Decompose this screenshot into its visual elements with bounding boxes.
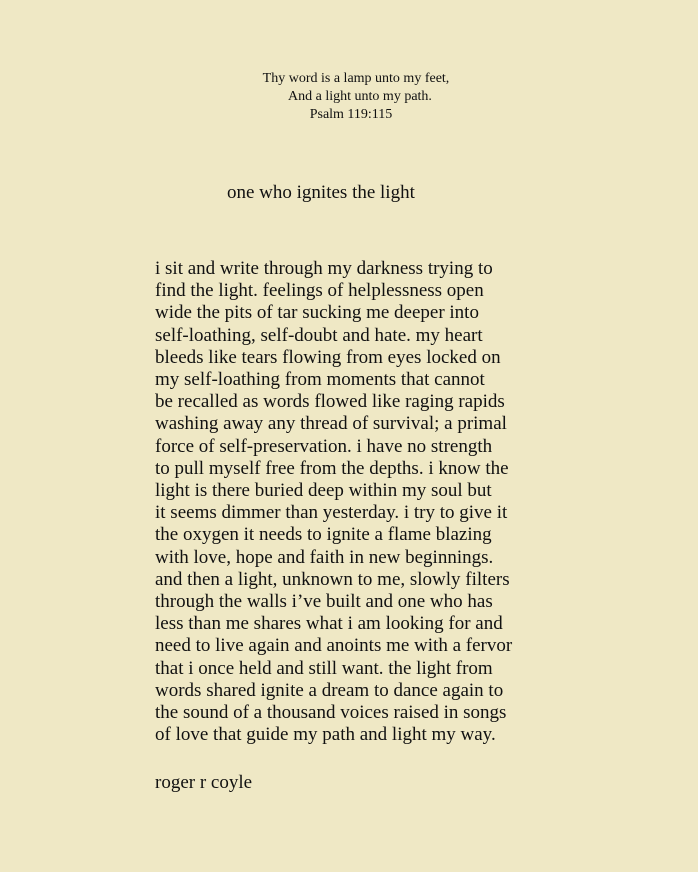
- poem-line: with love, hope and faith in new beginnings.: [155, 546, 494, 568]
- poem-title: one who ignites the light: [227, 182, 415, 203]
- poem-line: find the light. feelings of helplessness open: [155, 280, 484, 302]
- epigraph-line-1: Thy word is a lamp unto my feet,: [262, 71, 450, 86]
- poem-line: it seems dimmer than yesterday. i try to give it: [155, 502, 508, 524]
- poem-body: [155, 258, 555, 746]
- poem-line: light is there buried deep within my soul but: [155, 480, 492, 502]
- poem-line: the sound of a thousand voices raised in songs: [155, 702, 507, 724]
- epigraph-citation: Psalm 119:115: [309, 107, 393, 122]
- poem-line: through the walls i’ve built and one who has: [155, 591, 493, 613]
- poem-line: to pull myself free from the depths. i know the: [155, 457, 509, 479]
- poem-line: that i once held and still want. the light from: [155, 657, 493, 679]
- poem-line: i sit and write through my darkness trying to: [155, 258, 493, 279]
- poem-line: wide the pits of tar sucking me deeper into: [155, 302, 479, 324]
- author-signature: roger r coyle: [155, 772, 253, 793]
- poem-line: of love that guide my path and light my way.: [155, 724, 496, 746]
- poem-line: bleeds like tears flowing from eyes locked on: [155, 346, 501, 368]
- poem-line: and then a light, unknown to me, slowly filters: [155, 568, 510, 590]
- poem-line: need to live again and anoints me with a fervor: [155, 635, 513, 657]
- poem-line: force of self-preservation. i have no strength: [155, 435, 493, 457]
- poem-line: my self-loathing from moments that cannot: [155, 369, 485, 391]
- epigraph-line-2: And a light unto my path.: [288, 89, 432, 104]
- poem-line: self-loathing, self-doubt and hate. my heart: [155, 324, 483, 346]
- poem-line: washing away any thread of survival; a primal: [155, 413, 507, 435]
- epigraph: [0, 70, 698, 124]
- poem-line: words shared ignite a dream to dance again to: [155, 679, 504, 701]
- poem-line: be recalled as words flowed like raging rapids: [155, 391, 505, 413]
- poem-line: the oxygen it needs to ignite a flame blazing: [155, 524, 492, 546]
- poem-line: less than me shares what i am looking for and: [155, 613, 503, 635]
